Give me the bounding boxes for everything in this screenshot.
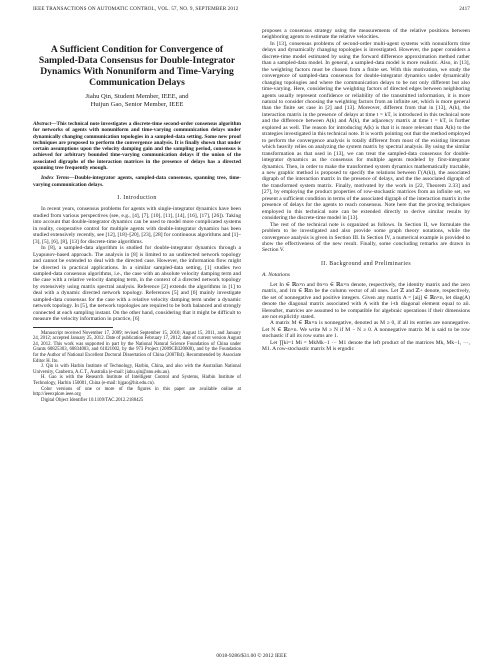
author-block [33,93,241,109]
abstract-text: This technical note investigates a discrete-time second-order consensus algorithm for networks of agents with nonuniform and time-varying communication delays under dynamically changing communication topologies in a sampled-data setting. Some new proof techniques are proposed to perform the convergence analysis. It is finally shown that under certain assumptions upon the velocity damping gain and the sampling period, consensus is achieved for arbitrary bounded time-varying communication delays if the union of the associated digraphs of the interaction matrices in the presence of delays has a directed spanning tree frequently enough. [33,121,241,172]
footnote-manuscript: Manuscript received November 17, 2009; revised September 15, 2010; August 15, 2011, and January 24, 2012; accepted January 25, 2012. Date of publication February 17, 2012; date of current version August 24, 2012. This work was supported in part by the National Natural Science Foundation of China under Grants 60825303, 60834003, and 61021002, by the 973 Project (2009CB320600), and by the Foundation for the Author of National Excellent Doctoral Dissertation of China (2007B4). Recommended by Associate Editor H. Ito. [33,330,241,364]
intro-paragraph-1: In recent years, consensus problems for agents with single-integrator dynamics have been studied from various perspectives (see, e.g., [4], [7], [10], [11], [14], [16], [17], [26]). Taking into account that double-integrator dynamics can be used to model more complicated systems in reality, cooperative control for multiple agents with double-integrator dynamics has been studied extensively recently, see [12], [18]–[20], [23], [28] for continuous algorithms and [1]–[3], [5], [6], [8], [13] for discrete-time algorithms. [33,206,241,245]
journal-name: IEEE TRANSACTIONS ON AUTOMATIC CONTROL, VOL. 57, NO. 9, SEPTEMBER 2012 [33,6,239,12]
notation-paragraph-1: Let In ∈ ℝn×n and 0n×n ∈ ℝn×n denote, respectively, the identity matrix and the zero matrix, and 1m ∈ ℝm be the column vector of all ones. Let ℤ and ℤ+ denote, respectively, the set of nonnegative and positive integers. Given any matrix A = [aij] ∈ ℝn×n, let diag(A) denote the diagonal matrix associated with A with the i-th diagonal element equal to aii. Hereafter, matrices are assumed to be compatible for algebraic operations if their dimensions are not explicitly stated. [262,281,470,321]
right-column [262,28,470,353]
right-paragraph-3: The rest of the technical note is organized as follows. In Section II, we formulate the problem to be investigated and also provide some graph theory notations, while the convergence analysis is given in Section III. In Section IV, a numerical example is provided to show the effectiveness of the new result. Finally, some concluding remarks are drawn in Section V. [262,221,470,254]
author-line-2: Huijun Gao, Senior Member, IEEE [90,101,184,108]
abstract [33,121,241,171]
notation-paragraph-3: Let ∏ki=1 Mi = MkMk−1 ··· M1 denote the left product of the matrices Mk, Mk−1, ···, M1. A row-stochastic matrix M is ergodic [262,339,470,353]
paper-title: A Sufficient Condition for Convergence of Sampled-Data Consensus for Double-Integrator Dynamics With Nonuniform and Time-Varying Communication Delays [38,44,236,88]
footnote-color-versions: Color versions of one or more of the figures in this paper are available online at http://ieeexplore.ieee.org [33,386,241,398]
index-terms-label: Index Terms— [41,175,75,182]
author-line-1: Jiahu Qin, Student Member, IEEE, and [85,93,189,100]
right-paragraph-2: In [13], consensus problems of second-order multi-agent systems with nonuniform time delays and dynamically changing topologies is investigated. However, the paper considers a discrete-time model estimated by using the forward difference approximation method rather than a sampled-data model. In general, a sampled-data model is more realistic. Also, in [13], the weighting factors must be chosen from a finite set. With this motivation, we study the convergence of sampled-data consensus for double-integrator dynamics under dynamically changing topologies and where the communication delays to be not only different but also time-varying. Here, considering the weighting factors of directed edges between neighboring agents usually represent confidence or reliability of the transmitted information, it is more natural to consider choosing the weighting factors from an infinite set, which is more general than the finite set case in [2] and [13]. Moreover, different from that in [13], A(k), the interaction matrix in the presence of delays at time t = kT, is introduced in this technical note and the difference between A(k) and Ā(k), the adjacency matrix at time t = kT, is further explored as well. The reason for introducing A(k) is that it is more relevant than Ā(k) to the strategies investigated in this technical note. It is worth pointing out that the method employed to perform the convergence analysis is totally different from most of the existing literature which heavily relies on analyzing the system matrix by spectral analysis. By using the similar transformation as that used in [13], we can treat the sampled-data consensus for double-integrator dynamics as the consensus for multiple agents modeled by first-integrator dynamics. Then, in order to make the transformed system dynamics mathematically tractable, a new graphic method is proposed to specify the relations between Γ(A(k)), the associated digraph of the interaction matrix in the presence of delays, and the the associated digraph of the transformed system matrix. Finally, motivated by the work in [22, Theorem 2.33] and [27], by employing the product properties of row-stochastic matrices from an infinite set, we present a sufficient condition in terms of the associated digraph of the interaction matrix in the presence of delays for the agents to reach consensus. Note here that the proving techniques employed in this technical note can be extended directly to derive similar results by considering the discrete-time model in [13]. [262,40,470,222]
right-paragraph-1: proposes a consensus strategy using the measurements of the relative positions between neighboring agents to estimate the relative velocities. [262,28,470,41]
footnote-rule [33,327,113,328]
notation-paragraph-2: A matrix M ∈ ℝn×n is nonnegative, denoted as M ≥ 0, if all its entries are nonnegative. Let N ∈ ℝn×n. We write M ≥ N if M − N ≥ 0. A nonnegative matrix M is said to be row stochastic if all its row sums are 1. [262,320,470,340]
section-heading-introduction: I. Introduction [117,194,157,201]
footnote-doi: Digital Object Identifier 10.1109/TAC.2012.2188425 [41,397,144,403]
intro-paragraph-2: In [8], a sampled-data algorithm is studied for double-integrator dynamics through a Lyapunov-based approach. The analysis in [8] is limited to an undirected network topology and cannot be extended to deal with the directed case. However, the information flow might be directed in practical applications. In a similar sampled-data setting, [1] studies two sampled-data consensus algorithms, i.e., the case with an absolute velocity damping term and the case with a relative velocity damping term, in the context of a directed network topology by extensively using matrix spectral analysis. Reference [2] extends the algorithms in [1] to deal with a dynamic directed network topology. References [5] and [6] mainly investigate sampled-data consensus for the case with a relative velocity damping term under a dynamic network topology. In [5], the network topologies are required to be both balanced and strongly connected at each sampling instant. On the other hand, considering that it might be difficult to measure the velocity information in practice, [6] [33,245,241,323]
footnote-block [33,331,241,404]
left-column [33,28,241,403]
page-number: 2417 [459,6,470,12]
copyright-footer: 0018-9286/$31.00 © 2012 IEEE [216,653,287,659]
index-terms-text: Double-integrator agents, sampled-data consensus, spanning tree, time-varying communication delays. [33,175,241,188]
footnote-author-qin: J. Qin is with Harbin Institute of Technology, Harbin, China, and also with the Australian National University, Canberra, A.C.T., Australia (e-mail: jiahu.qin@anu.edu.au). [33,364,241,375]
abstract-label: Abstract— [33,121,57,127]
running-header [33,6,470,16]
section-heading-background: II. Background and Preliminaries [320,260,412,267]
index-terms [33,175,241,188]
footnote-author-gao: H. Gao is with the Research Institute of Intelligent Control and Systems, Harbin Institute of Technology, Harbin 150001, China (e-mail: hjgao@hit.edu.cn). [33,375,241,386]
subsection-heading-notations: A. Notations [262,272,290,279]
